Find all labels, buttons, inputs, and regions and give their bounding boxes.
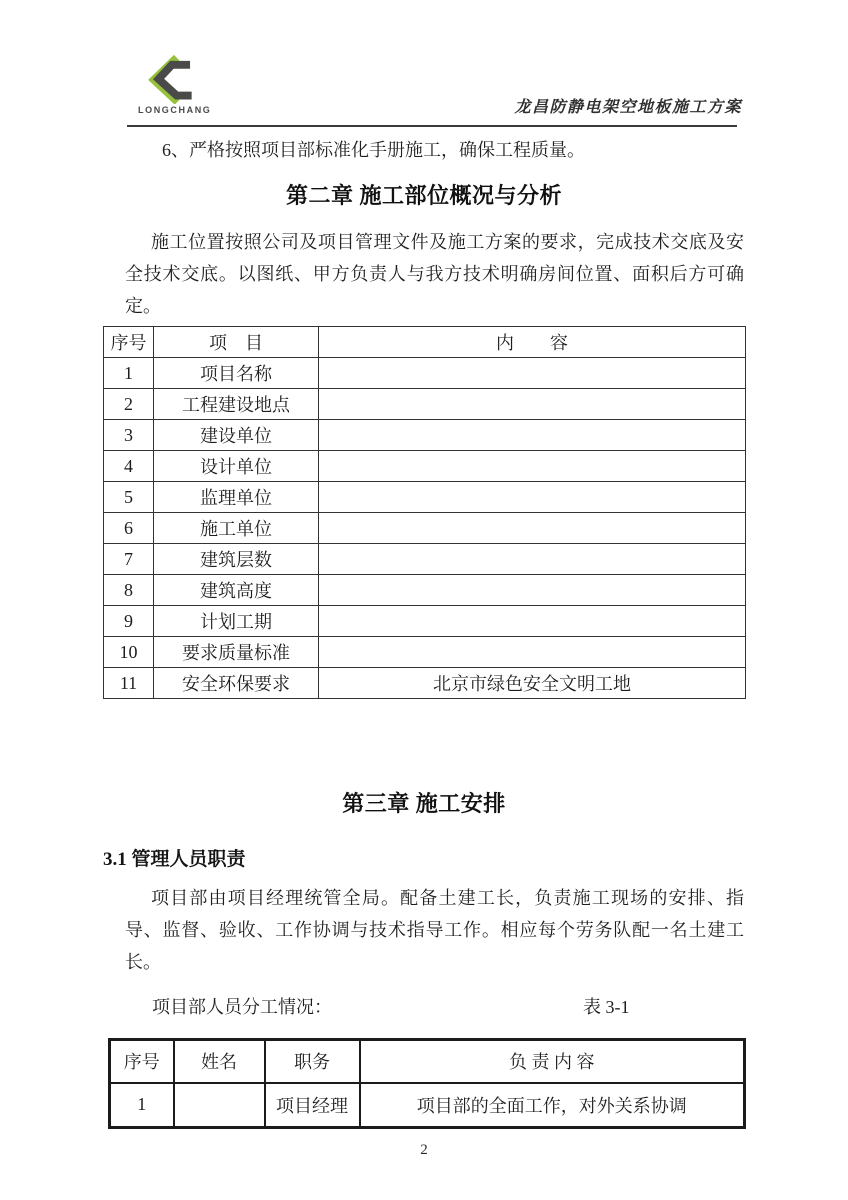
- table-caption: 项目部人员分工情况：: [152, 997, 332, 1017]
- table-number-label: 表 3-1: [583, 997, 630, 1017]
- table-row: 6 施工单位: [104, 513, 746, 544]
- table-row: 8 建筑高度: [104, 575, 746, 606]
- table-row: 10 要求质量标准: [104, 637, 746, 668]
- page-number: 2: [420, 1142, 428, 1158]
- brand-name: LONGCHANG: [138, 105, 212, 115]
- chapter2-title: 第二章 施工部位概况与分析: [285, 183, 562, 208]
- col-header-item: 项 目: [154, 327, 319, 358]
- table-row: 7 建筑层数: [104, 544, 746, 575]
- page-content: [103, 133, 745, 1159]
- header-divider: [127, 125, 737, 127]
- col-header-content: 内 容: [319, 327, 746, 358]
- document-header-title: 龙昌防静电架空地板施工方案: [514, 99, 742, 116]
- chapter3-title: 第三章 施工安排: [342, 791, 506, 816]
- chapter2-paragraph: 施工位置按照公司及项目管理文件及施工方案的要求，完成技术交底及安全技术交底。以图纸、甲方负责人与我方技术明确房间位置、面积后方可确定。: [125, 232, 744, 316]
- table-row: 1 项目经理 项目部的全面工作，对外关系协调: [110, 1083, 745, 1128]
- table-row: 5 监理单位: [104, 482, 746, 513]
- col-header-no: 序号: [110, 1040, 174, 1083]
- section-3-1-heading: 3.1 管理人员职责: [103, 849, 246, 870]
- table-header-row: [104, 327, 746, 358]
- staff-assignment-table: [108, 1038, 746, 1129]
- col-header-name: 姓名: [174, 1040, 265, 1083]
- table-row: 9 计划工期: [104, 606, 746, 637]
- table-row: 2 工程建设地点: [104, 389, 746, 420]
- table-caption-row: [103, 994, 745, 1020]
- table-row: 3 建设单位: [104, 420, 746, 451]
- table-header-row: [110, 1040, 745, 1083]
- col-header-no: 序号: [104, 327, 154, 358]
- longchang-logo-icon: [142, 54, 194, 104]
- table-row: 1 项目名称: [104, 358, 746, 389]
- list-item-6: 6、严格按照项目部标准化手册施工，确保工程质量。: [162, 140, 585, 160]
- table-row: 4 设计单位: [104, 451, 746, 482]
- col-header-duty: 负 责 内 容: [360, 1040, 745, 1083]
- col-header-position: 职务: [265, 1040, 360, 1083]
- project-overview-table: [103, 326, 746, 699]
- table-row: 11 安全环保要求 北京市绿色安全文明工地: [104, 668, 746, 699]
- company-logo: [138, 54, 212, 115]
- chapter3-paragraph: 项目部由项目经理统管全局。配备土建工长，负责施工现场的安排、指导、监督、验收、工作协调与技术指导工作。相应每个劳务队配一名土建工长。: [125, 888, 744, 972]
